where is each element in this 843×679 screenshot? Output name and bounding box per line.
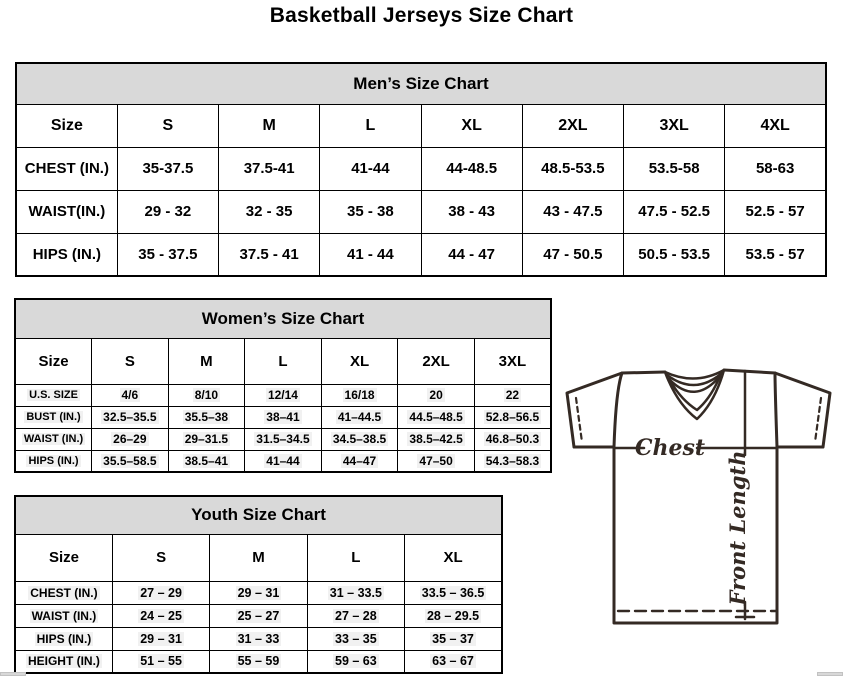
youth-size-table bbox=[14, 495, 503, 672]
table-title: Men’s Size Chart bbox=[16, 63, 826, 104]
size-value-text: 29 – 31 bbox=[237, 585, 280, 600]
size-value-cell bbox=[321, 384, 398, 406]
size-value-text: 25 – 27 bbox=[237, 608, 280, 623]
size-value-cell bbox=[321, 428, 398, 450]
size-value-cell: 38 - 43 bbox=[421, 190, 522, 233]
size-value-cell: 29 - 32 bbox=[117, 190, 218, 233]
row-label-text: BUST (IN.) bbox=[26, 411, 81, 423]
row-label-text: CHEST (IN.) bbox=[30, 585, 98, 600]
size-value-cell: 41 - 44 bbox=[320, 233, 421, 276]
table-row bbox=[16, 190, 826, 233]
table-row bbox=[16, 233, 826, 276]
size-value-text: 47–50 bbox=[419, 453, 453, 468]
size-value-text: 27 – 28 bbox=[335, 608, 377, 623]
column-header-row bbox=[16, 104, 826, 147]
size-value-cell bbox=[474, 406, 551, 428]
size-value-text: 33 – 35 bbox=[335, 631, 377, 646]
row-label bbox=[15, 450, 92, 472]
size-value-cell: 32 - 35 bbox=[219, 190, 320, 233]
size-value-text: 31.5–34.5 bbox=[256, 432, 310, 446]
size-value-text: 35 – 37 bbox=[432, 631, 474, 646]
size-value-cell bbox=[112, 627, 209, 650]
row-label bbox=[15, 384, 92, 406]
column-header: M bbox=[219, 104, 320, 147]
size-value-text: 28 – 29.5 bbox=[426, 608, 480, 623]
size-value-cell: 52.5 - 57 bbox=[725, 190, 826, 233]
table-row bbox=[15, 650, 502, 673]
size-value-text: 59 – 63 bbox=[335, 654, 377, 669]
size-value-text: 41–44 bbox=[266, 453, 300, 468]
size-value-text: 22 bbox=[505, 388, 520, 402]
size-value-cell: 35 - 38 bbox=[320, 190, 421, 233]
size-value-cell bbox=[92, 428, 169, 450]
size-value-cell bbox=[307, 627, 404, 650]
table-title-row bbox=[15, 299, 551, 338]
page-title: Basketball Jerseys Size Chart bbox=[269, 4, 574, 27]
size-value-cell: 50.5 - 53.5 bbox=[624, 233, 725, 276]
row-label-text: WAIST (IN.) bbox=[31, 608, 97, 623]
size-value-text: 35.5–58.5 bbox=[103, 453, 157, 468]
scrollbar-fragment-left[interactable] bbox=[0, 672, 26, 676]
size-value-cell bbox=[92, 450, 169, 472]
row-label bbox=[15, 406, 92, 428]
size-value-cell bbox=[112, 604, 209, 627]
size-value-text: 31 – 33.5 bbox=[329, 585, 382, 600]
table-row bbox=[15, 428, 551, 450]
size-value-cell: 37.5 - 41 bbox=[219, 233, 320, 276]
size-value-cell bbox=[398, 450, 475, 472]
size-value-cell: 37.5-41 bbox=[219, 147, 320, 190]
size-value-cell bbox=[245, 428, 322, 450]
size-value-text: 38–41 bbox=[266, 410, 300, 424]
size-value-cell: 44-48.5 bbox=[421, 147, 522, 190]
table-row bbox=[16, 147, 826, 190]
table-row bbox=[15, 627, 502, 650]
right-cuff-stitch-dashes bbox=[815, 398, 821, 442]
size-value-text: 29 – 31 bbox=[140, 631, 182, 646]
size-value-cell: 43 - 47.5 bbox=[522, 190, 623, 233]
size-value-cell bbox=[398, 406, 475, 428]
column-header: 3XL bbox=[474, 338, 551, 384]
size-value-text: 51 – 55 bbox=[140, 654, 182, 669]
size-value-cell bbox=[210, 627, 307, 650]
column-header: Size bbox=[15, 534, 112, 581]
size-value-cell bbox=[321, 450, 398, 472]
youth-table bbox=[14, 495, 503, 674]
column-header: Size bbox=[15, 338, 92, 384]
table-title: Women’s Size Chart bbox=[15, 299, 551, 338]
table-row bbox=[15, 604, 502, 627]
right-armhole-seam bbox=[724, 370, 777, 447]
size-value-text: 38.5–42.5 bbox=[409, 432, 463, 446]
size-value-cell bbox=[168, 406, 245, 428]
column-header: 3XL bbox=[624, 104, 725, 147]
table-title: Youth Size Chart bbox=[15, 496, 502, 534]
size-value-text: 41–44.5 bbox=[337, 410, 382, 424]
column-header: XL bbox=[321, 338, 398, 384]
womens-table bbox=[14, 298, 552, 473]
size-value-text: 31 – 33 bbox=[237, 631, 280, 646]
size-value-cell bbox=[112, 581, 209, 604]
size-value-cell bbox=[474, 450, 551, 472]
row-label bbox=[15, 604, 112, 627]
size-value-text: 44.5–48.5 bbox=[409, 410, 463, 424]
mens-table bbox=[15, 62, 827, 277]
size-value-text: 26–29 bbox=[113, 432, 147, 446]
left-cuff-stitch-dashes bbox=[576, 398, 582, 442]
womens-size-table bbox=[14, 298, 552, 471]
column-header: XL bbox=[405, 534, 502, 581]
size-value-text: 34.5–38.5 bbox=[332, 432, 387, 446]
column-header: S bbox=[112, 534, 209, 581]
size-value-cell: 47 - 50.5 bbox=[522, 233, 623, 276]
size-value-cell: 35 - 37.5 bbox=[117, 233, 218, 276]
size-value-cell bbox=[92, 384, 169, 406]
jersey-torso-outline bbox=[614, 447, 777, 623]
row-label-text: HEIGHT (IN.) bbox=[27, 654, 100, 669]
row-label-text: HIPS (IN.) bbox=[36, 631, 92, 646]
size-value-cell bbox=[210, 604, 307, 627]
size-value-cell: 53.5-58 bbox=[624, 147, 725, 190]
size-value-cell: 35-37.5 bbox=[117, 147, 218, 190]
size-value-cell: 48.5-53.5 bbox=[522, 147, 623, 190]
jersey-right-sleeve bbox=[775, 373, 830, 447]
size-value-text: 46.8–50.3 bbox=[485, 432, 540, 446]
size-value-text: 16/18 bbox=[344, 388, 375, 402]
row-label: CHEST (IN.) bbox=[16, 147, 117, 190]
size-value-text: 20 bbox=[429, 388, 443, 402]
size-value-text: 63 – 67 bbox=[432, 654, 474, 669]
table-row bbox=[15, 450, 551, 472]
size-value-cell: 41-44 bbox=[320, 147, 421, 190]
size-value-cell bbox=[245, 384, 322, 406]
row-label bbox=[15, 581, 112, 604]
column-header: L bbox=[245, 338, 322, 384]
size-value-text: 55 – 59 bbox=[237, 654, 280, 669]
size-value-cell bbox=[405, 650, 502, 673]
size-value-text: 4/6 bbox=[121, 388, 139, 402]
size-value-cell bbox=[168, 428, 245, 450]
size-value-text: 32.5–35.5 bbox=[103, 410, 157, 424]
scrollbar-fragment-right[interactable] bbox=[817, 672, 843, 676]
size-value-cell bbox=[398, 384, 475, 406]
size-value-text: 27 – 29 bbox=[140, 585, 182, 600]
size-value-cell bbox=[92, 406, 169, 428]
table-row bbox=[15, 581, 502, 604]
size-value-cell bbox=[112, 650, 209, 673]
size-value-cell bbox=[210, 650, 307, 673]
size-value-text: 12/14 bbox=[267, 388, 298, 402]
table-title-row bbox=[15, 496, 502, 534]
size-value-cell bbox=[307, 581, 404, 604]
table-row bbox=[15, 384, 551, 406]
size-value-text: 52.8–56.5 bbox=[485, 410, 540, 424]
column-header: L bbox=[307, 534, 404, 581]
size-value-cell bbox=[307, 650, 404, 673]
size-value-text: 35.5–38 bbox=[184, 410, 229, 424]
row-label bbox=[15, 428, 92, 450]
size-value-cell: 47.5 - 52.5 bbox=[624, 190, 725, 233]
size-value-text: 44–47 bbox=[342, 453, 377, 468]
size-value-cell bbox=[474, 428, 551, 450]
size-value-cell bbox=[168, 450, 245, 472]
column-header: L bbox=[320, 104, 421, 147]
column-header-row bbox=[15, 534, 502, 581]
size-value-cell bbox=[210, 581, 307, 604]
size-value-cell bbox=[398, 428, 475, 450]
column-header: M bbox=[168, 338, 245, 384]
column-header: M bbox=[210, 534, 307, 581]
size-value-cell bbox=[245, 406, 322, 428]
size-value-cell: 53.5 - 57 bbox=[725, 233, 826, 276]
row-label bbox=[15, 627, 112, 650]
column-header: XL bbox=[421, 104, 522, 147]
row-label: WAIST(IN.) bbox=[16, 190, 117, 233]
front-length-measure-label: Front Length bbox=[725, 450, 750, 606]
size-value-cell: 58-63 bbox=[725, 147, 826, 190]
size-value-cell bbox=[405, 581, 502, 604]
mens-size-table bbox=[15, 62, 827, 275]
column-header: S bbox=[117, 104, 218, 147]
column-header-row bbox=[15, 338, 551, 384]
size-value-text: 33.5 – 36.5 bbox=[421, 585, 485, 600]
row-label-text: WAIST (IN.) bbox=[23, 433, 84, 445]
size-value-cell: 44 - 47 bbox=[421, 233, 522, 276]
column-header: 2XL bbox=[522, 104, 623, 147]
size-value-text: 54.3–58.3 bbox=[485, 453, 540, 468]
size-value-cell bbox=[321, 406, 398, 428]
size-value-cell bbox=[405, 604, 502, 627]
column-header: 2XL bbox=[398, 338, 475, 384]
row-label-text: HIPS (IN.) bbox=[28, 454, 79, 467]
row-label-text: U.S. SIZE bbox=[29, 389, 78, 401]
size-value-cell bbox=[245, 450, 322, 472]
size-value-cell bbox=[307, 604, 404, 627]
table-row bbox=[15, 406, 551, 428]
size-value-text: 8/10 bbox=[194, 388, 219, 402]
table-title-row bbox=[16, 63, 826, 104]
size-value-text: 24 – 25 bbox=[140, 608, 182, 623]
jersey-measurement-diagram bbox=[565, 362, 833, 674]
column-header: 4XL bbox=[725, 104, 826, 147]
size-value-text: 38.5–41 bbox=[184, 453, 229, 468]
row-label: HIPS (IN.) bbox=[16, 233, 117, 276]
column-header: S bbox=[92, 338, 169, 384]
size-value-cell bbox=[405, 627, 502, 650]
size-value-cell bbox=[474, 384, 551, 406]
row-label bbox=[15, 650, 112, 673]
size-value-text: 29–31.5 bbox=[184, 432, 229, 446]
size-value-cell bbox=[168, 384, 245, 406]
chest-measure-label: Chest bbox=[634, 435, 706, 461]
column-header: Size bbox=[16, 104, 117, 147]
